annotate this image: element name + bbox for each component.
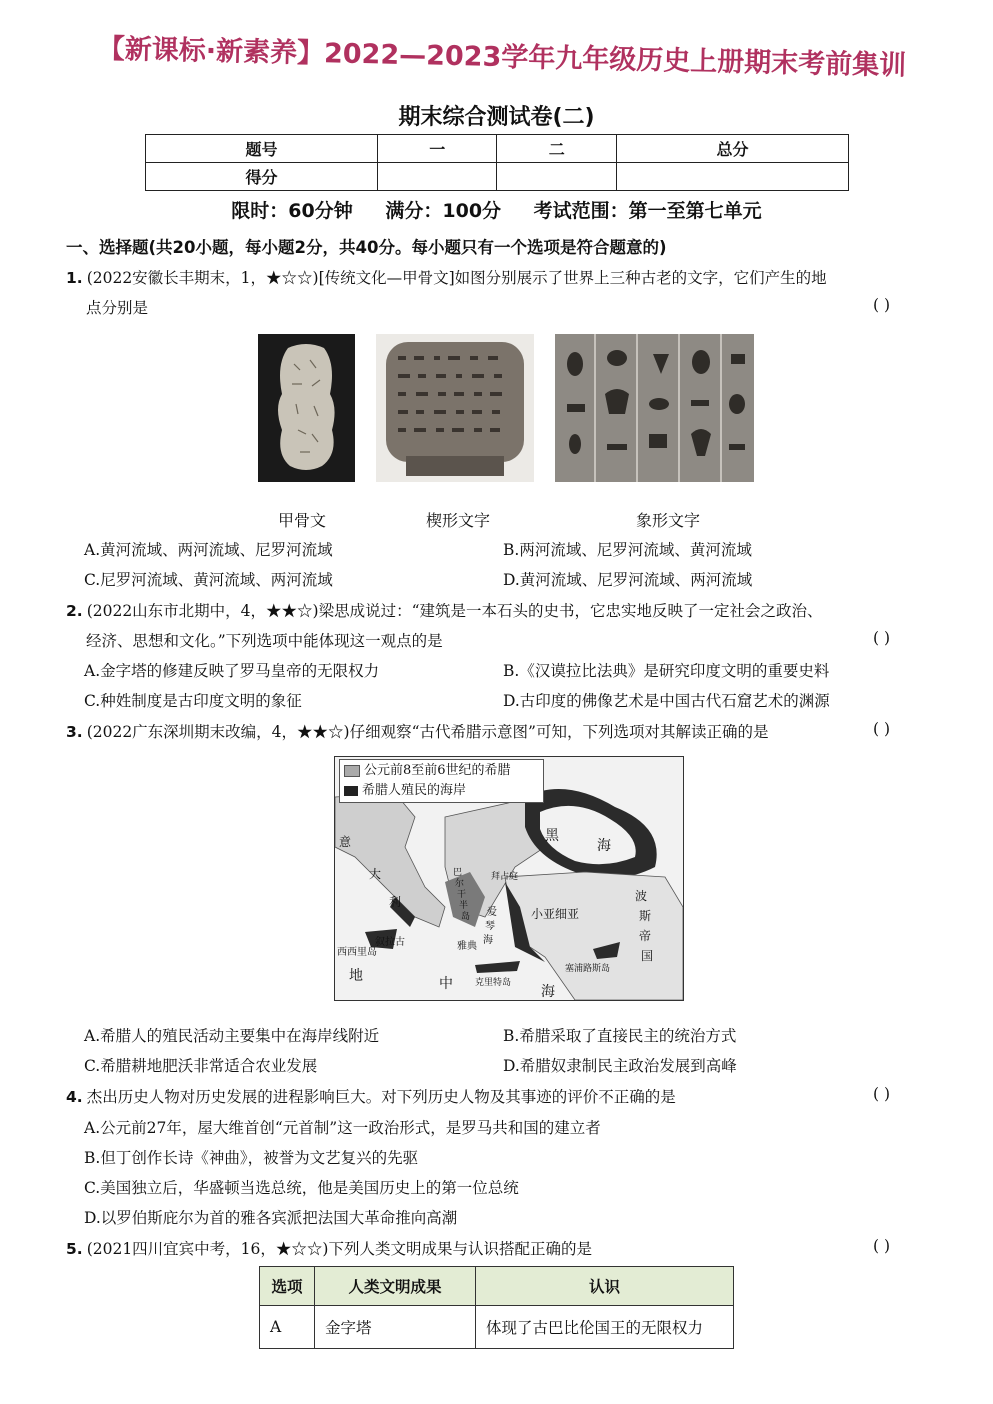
question-stem: (2022安徽长丰期末，1，★☆☆)[传统文化—甲骨文]如图分别展示了世界上三种古老的文字，它们产生的地 (86, 269, 827, 287)
question-number: 4. (66, 1088, 83, 1106)
banner-title (62, 28, 942, 86)
legend-swatch-gray (344, 765, 360, 777)
map-label: 巴 (453, 868, 463, 878)
caption-hieroglyph: 象形文字 (636, 511, 701, 530)
option-d[interactable]: D.希腊奴隶制民主政治发展到高峰 (503, 1057, 737, 1075)
page-title: 期末综合测试卷(二) (398, 105, 595, 130)
q5-cell: A (260, 1306, 315, 1349)
q5-cell: 体现了古巴比伦国王的无限权力 (476, 1306, 734, 1349)
option-c[interactable]: C.希腊耕地肥沃非常适合农业发展 (84, 1057, 318, 1075)
option-d[interactable]: D.古印度的佛像艺术是中国古代石窟艺术的渊源 (503, 692, 830, 710)
table-row (260, 1306, 734, 1349)
legend-swatch-black (344, 786, 358, 796)
option-b[interactable]: B.两河流域、尼罗河流域、黄河流域 (503, 541, 752, 559)
question-stem-cont: 经济、思想和文化。”下列选项中能体现这一观点的是 (86, 632, 443, 650)
score-header: 一 (377, 135, 497, 163)
option-a[interactable]: A.公元前27年，屋大维首创“元首制”这一政治形式，是罗马共和国的建立者 (84, 1119, 601, 1137)
banner-text: 【新课标·新素养】2022—2023学年九年级历史上册期末考前集训 (97, 33, 907, 82)
map-label: 爱 (487, 907, 497, 918)
option-c[interactable]: C.种姓制度是古印度文明的象征 (84, 692, 302, 710)
option-a[interactable]: A.金字塔的修建反映了罗马皇帝的无限权力 (84, 662, 380, 680)
map-label: 帝 (639, 929, 652, 943)
option-d[interactable]: D.黄河流域、尼罗河流域、两河流域 (503, 571, 753, 589)
question-stem: (2022山东市北期中，4，★★☆)梁思成说过：“建筑是一本石头的史书，它忠实地反映了一定社会之政治、 (86, 602, 823, 620)
map-label: 意 (339, 835, 352, 849)
option-c[interactable]: C.美国独立后，华盛顿当选总统，他是美国历史上的第一位总统 (84, 1179, 519, 1197)
legend-item-greece (344, 761, 539, 781)
score-table-header-row (146, 135, 849, 163)
score-cell[interactable] (617, 163, 849, 191)
map-label: 利 (389, 895, 402, 909)
map-label: 海 (483, 935, 493, 946)
question-2 (66, 599, 823, 621)
score-row-label: 得分 (146, 163, 378, 191)
map-label: 塞浦路斯岛 (565, 964, 611, 974)
map-label: 半 (459, 901, 469, 911)
map-label: 海 (541, 984, 555, 1000)
q5-header: 人类文明成果 (315, 1267, 476, 1306)
time-limit: 限时：60分钟 (231, 200, 353, 222)
score-table-score-row (146, 163, 849, 191)
greece-map (334, 756, 684, 1001)
map-label: 大 (369, 867, 382, 881)
question-4 (66, 1085, 676, 1107)
q5-table (259, 1266, 734, 1349)
option-b[interactable]: B.但丁创作长诗《神曲》，被誉为文艺复兴的先驱 (84, 1149, 419, 1167)
exam-info (0, 196, 993, 223)
legend-text: 公元前8至前6世纪的希腊 (364, 763, 511, 778)
option-a[interactable]: A.黄河流域、两河流域、尼罗河流域 (84, 541, 333, 559)
question-number: 3. (66, 723, 83, 741)
score-cell[interactable] (497, 163, 617, 191)
legend-text: 希腊人殖民的海岸 (362, 783, 467, 798)
oracle-bone-image (258, 334, 355, 482)
option-b[interactable]: B.希腊采取了直接民主的统治方式 (503, 1027, 737, 1045)
question-stem: (2021四川宜宾中考，16，★☆☆)下列人类文明成果与认识搭配正确的是 (86, 1240, 592, 1258)
map-label: 波 (635, 889, 648, 903)
map-label: 庭 (509, 872, 519, 882)
question-stem: (2022广东深圳期末改编，4，★★☆)仔细观察“古代希腊示意图”可知，下列选项对其解读正确的是 (86, 723, 769, 741)
legend-item-colony (344, 781, 539, 801)
map-label: 叙拉古 (375, 937, 405, 948)
map-label: 西西里岛 (337, 947, 377, 958)
score-header: 总分 (617, 135, 849, 163)
question-1 (66, 266, 827, 288)
answer-blank[interactable]: ( ) (873, 629, 891, 647)
map-label: 拜 (491, 872, 501, 882)
option-a[interactable]: A.希腊人的殖民活动主要集中在海岸线附近 (84, 1027, 380, 1045)
question-stem: 杰出历史人物对历史发展的进程影响巨大。对下列历史人物及其事迹的评价不正确的是 (86, 1088, 676, 1106)
map-label: 岛 (461, 912, 471, 922)
cuneiform-tablet-image (376, 334, 534, 482)
score-table (145, 134, 849, 191)
map-label: 斯 (639, 909, 652, 923)
option-b[interactable]: B.《汉谟拉比法典》是研究印度文明的重要史料 (503, 662, 830, 680)
option-c[interactable]: C.尼罗河流域、黄河流域、两河流域 (84, 571, 333, 589)
full-score: 满分：100分 (385, 200, 502, 222)
map-label: 黑 (545, 828, 559, 844)
map-label: 国 (641, 949, 654, 963)
caption-oracle-bone: 甲骨文 (278, 511, 327, 530)
score-header: 二 (497, 135, 617, 163)
map-legend (339, 759, 544, 803)
map-label: 小亚细亚 (531, 907, 580, 921)
section-heading: 一、选择题(共20小题，每小题2分，共40分。每小题只有一个选项是符合题意的) (66, 238, 667, 257)
map-label: 琴 (485, 921, 495, 932)
map-label: 地 (349, 968, 363, 984)
map-label: 尔 (455, 879, 465, 889)
option-d[interactable]: D.以罗伯斯庇尔为首的雅各宾派把法国大革命推向高潮 (84, 1209, 458, 1227)
q5-header: 选项 (260, 1267, 315, 1306)
score-header: 题号 (146, 135, 378, 163)
score-cell[interactable] (377, 163, 497, 191)
q5-table-header (260, 1267, 734, 1306)
q5-header: 认识 (476, 1267, 734, 1306)
answer-blank[interactable]: ( ) (873, 1237, 891, 1255)
map-label: 干 (457, 890, 467, 900)
answer-blank[interactable]: ( ) (873, 296, 891, 314)
caption-cuneiform: 楔形文字 (426, 511, 491, 530)
answer-blank[interactable]: ( ) (873, 1085, 891, 1103)
map-label: 中 (439, 976, 453, 992)
question-stem-cont: 点分别是 (86, 299, 149, 317)
hieroglyph-image (555, 334, 754, 482)
map-label: 海 (597, 838, 611, 854)
q5-cell: 金字塔 (315, 1306, 476, 1349)
question-3 (66, 720, 768, 742)
question-number: 5. (66, 1240, 83, 1258)
question-5 (66, 1237, 592, 1259)
answer-blank[interactable]: ( ) (873, 720, 891, 738)
map-label: 雅典 (457, 941, 477, 952)
exam-range: 考试范围：第一至第七单元 (533, 200, 762, 222)
question-number: 2. (66, 602, 83, 620)
question-number: 1. (66, 269, 83, 287)
map-label: 克里特岛 (475, 978, 512, 988)
map-label: 占 (500, 872, 510, 882)
